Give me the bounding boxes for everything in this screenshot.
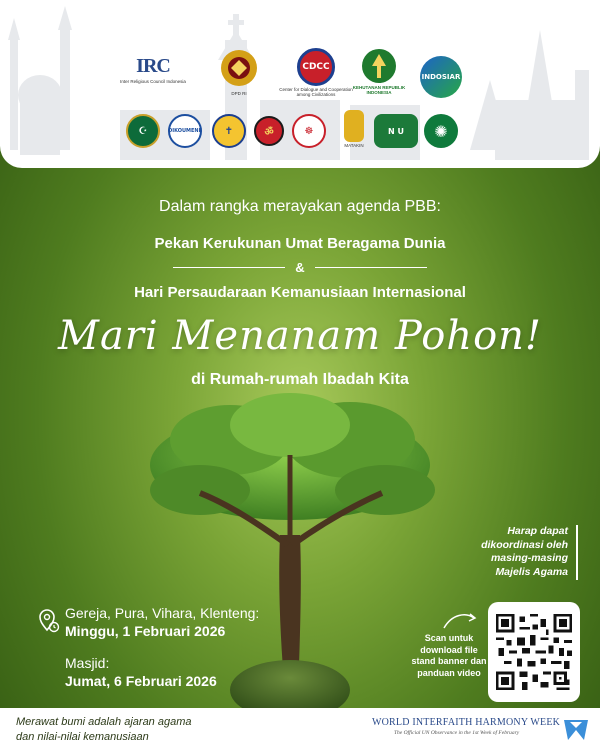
scan-note: Scan untuk download file stand banner dan panduan video bbox=[411, 633, 487, 679]
qr-code[interactable] bbox=[488, 602, 580, 702]
matakin-caption: MATAKIN bbox=[344, 143, 364, 148]
indosiar-logo bbox=[420, 56, 462, 98]
footer-bar bbox=[0, 708, 600, 750]
dpd-ri-logo bbox=[204, 48, 274, 97]
divider-line-left bbox=[173, 267, 285, 269]
kehutanan-tree-icon bbox=[360, 48, 398, 84]
slogan-title: Mari Menanam Pohon! bbox=[58, 313, 542, 359]
dpd-ri-caption: DPD RI bbox=[231, 91, 247, 96]
footer-quote-line1: Merawat bumi adalah ajaran agama bbox=[16, 716, 192, 728]
muhammadiyah-sun-icon: ✺ bbox=[424, 114, 458, 148]
coordination-note: Harap dapat dikoordinasi oleh masing-masing Majelis Agama bbox=[458, 525, 578, 580]
mui-logo bbox=[126, 114, 160, 148]
schedule-places-2: Masjid: bbox=[65, 655, 110, 671]
logo-header bbox=[0, 0, 600, 168]
oikoumene-logo-mark: OIKOUMENE bbox=[168, 114, 202, 148]
walubi-logo bbox=[292, 114, 326, 148]
nu-logo bbox=[374, 114, 418, 148]
ampersand-divider bbox=[0, 260, 600, 275]
nu-logo-mark: N U bbox=[374, 114, 418, 148]
dpd-ri-emblem-icon bbox=[219, 48, 259, 90]
schedule-places-1: Gereja, Pura, Vihara, Klenteng: bbox=[65, 605, 260, 621]
location-pin-icon bbox=[38, 608, 60, 634]
intro-text: Dalam rangka merayakan agenda PBB: bbox=[159, 198, 441, 215]
irc-logo-mark: IRC bbox=[136, 55, 170, 77]
ampersand: & bbox=[295, 260, 305, 275]
kehutanan-logo bbox=[344, 48, 414, 96]
wihw-logo-icon bbox=[562, 716, 590, 744]
week-title: Pekan Kerukunan Umat Beragama Dunia bbox=[154, 235, 446, 252]
qr-code-icon bbox=[496, 610, 572, 694]
cdcc-logo-caption: Center for Dialogue and Cooperation among Civilizations bbox=[279, 87, 353, 97]
wihw-title: WORLD INTERFAITH HARMONY WEEK bbox=[372, 717, 561, 728]
place-subtitle: di Rumah-rumah Ibadah Kita bbox=[191, 371, 409, 388]
cdcc-logo-mark: CDCC bbox=[297, 48, 335, 86]
curved-arrow-icon bbox=[440, 608, 480, 632]
schedule-date-2: Jumat, 6 Februari 2026 bbox=[65, 673, 217, 689]
wihw-subtitle: The Official UN Observance in the 1st Week of February bbox=[394, 730, 520, 736]
walubi-emblem-icon: ☸ bbox=[292, 114, 326, 148]
divider-line-right bbox=[315, 267, 427, 269]
day-title: Hari Persaudaraan Kemanusiaan Internasional bbox=[134, 284, 466, 301]
indosiar-logo-mark: INDOSIAR bbox=[420, 56, 462, 98]
kwi-emblem-icon: ✝ bbox=[212, 114, 246, 148]
footer-quote-line2: dan nilai-nilai kemanusiaan bbox=[16, 730, 149, 743]
tree-illustration bbox=[140, 385, 440, 715]
muhammadiyah-logo bbox=[424, 114, 458, 148]
matakin-emblem-icon bbox=[344, 110, 364, 142]
oikoumene-logo bbox=[168, 114, 202, 148]
kehutanan-caption: KEHUTANAN REPUBLIK INDONESIA bbox=[352, 85, 406, 95]
phdi-emblem-icon: ॐ bbox=[254, 116, 284, 146]
matakin-logo bbox=[334, 110, 374, 149]
schedule-date-1: Minggu, 1 Februari 2026 bbox=[65, 623, 226, 639]
irc-logo bbox=[118, 55, 188, 85]
kwi-logo bbox=[212, 114, 246, 148]
irc-logo-caption: Inter Religious Council Indonesia bbox=[120, 79, 186, 84]
phdi-logo bbox=[254, 116, 284, 146]
footer-quote bbox=[16, 715, 192, 745]
mui-emblem-icon: ☪ bbox=[126, 114, 160, 148]
